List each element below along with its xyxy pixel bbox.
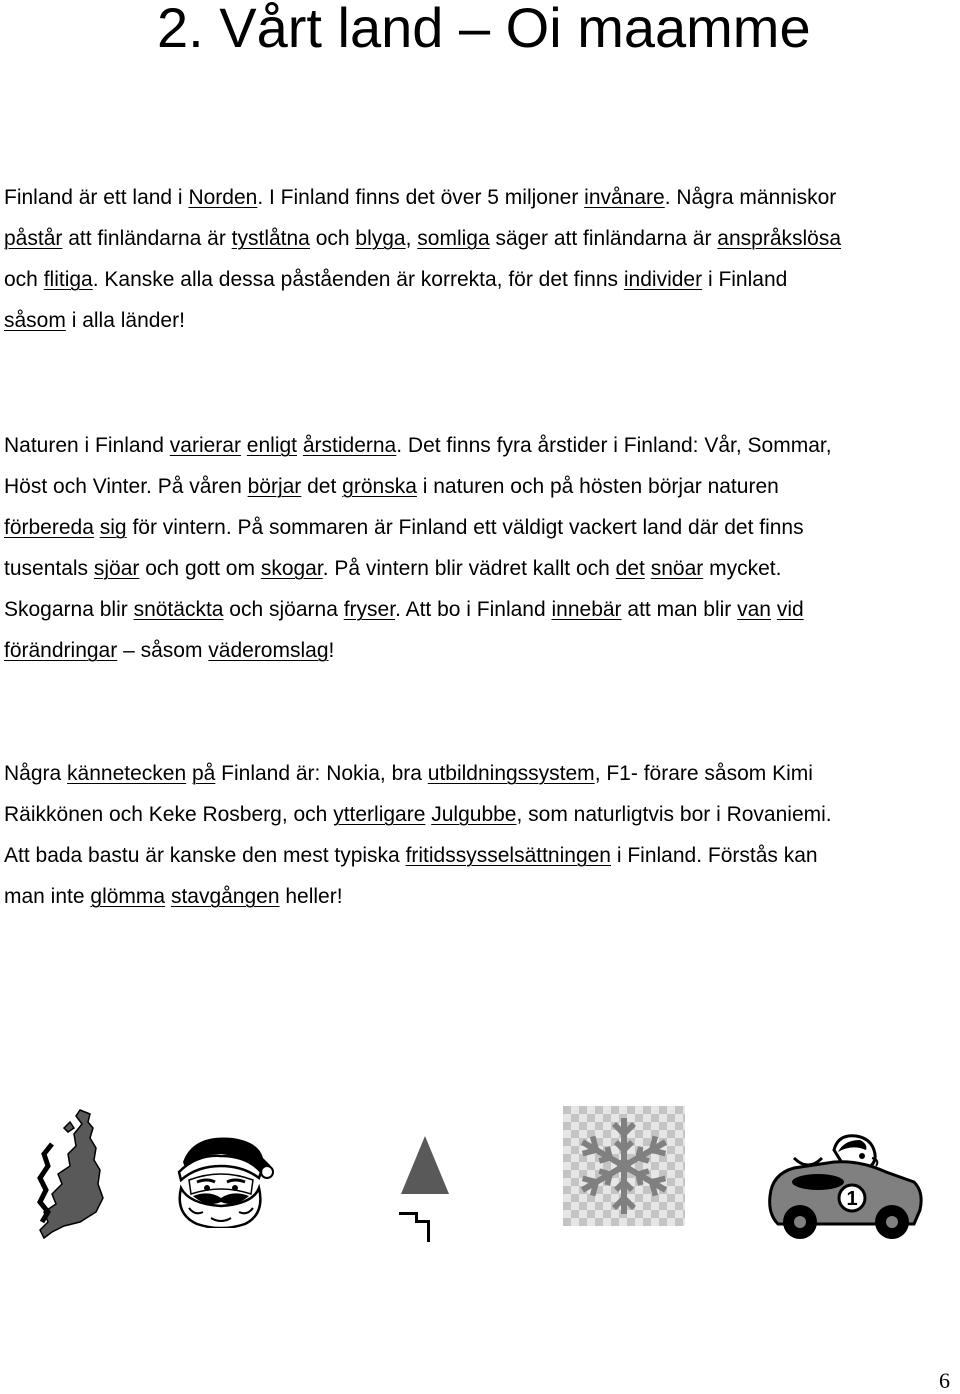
underlined-word: sig xyxy=(99,516,127,539)
underlined-word: fritidssysselsättningen xyxy=(405,844,611,867)
text-segment: man inte xyxy=(4,885,91,908)
underlined-word: Norden xyxy=(188,186,258,209)
underlined-word: varierar xyxy=(169,434,241,457)
text-segment: Finland är: Nokia, bra xyxy=(215,762,428,785)
text-segment: och gott om xyxy=(139,557,261,580)
text-segment: i alla länder! xyxy=(65,309,185,332)
underlined-word: anspråkslösa xyxy=(717,227,842,250)
text-line xyxy=(4,425,956,466)
underlined-word: snötäckta xyxy=(133,598,224,621)
santa-claus-icon xyxy=(163,1132,275,1228)
text-segment: , F1- förare såsom Kimi xyxy=(594,762,813,785)
text-segment: tusentals xyxy=(4,557,94,580)
text-segment: ! xyxy=(328,639,335,662)
text-segment: att man blir xyxy=(621,598,738,621)
underlined-word: såsom xyxy=(4,309,66,332)
text-segment: . Det finns fyra årstider i Finland: Vår, Sommar, xyxy=(396,434,832,457)
paragraph-intro xyxy=(4,177,956,341)
text-segment: . Kanske alla dessa påståenden är korrekta, för det finns xyxy=(92,268,624,291)
underlined-word: sjöar xyxy=(93,557,140,580)
underlined-word: kännetecken xyxy=(67,762,187,785)
text-segment: . Några människor xyxy=(664,186,837,209)
text-segment: i Finland xyxy=(702,268,788,291)
text-segment: att finländarna är xyxy=(62,227,232,250)
text-line xyxy=(4,218,956,259)
snowflake-icon xyxy=(563,1106,685,1226)
underlined-word: stavgången xyxy=(170,885,280,908)
underlined-word: utbildningssystem xyxy=(427,762,595,785)
text-line xyxy=(4,548,956,589)
underlined-word: ytterligare xyxy=(333,803,426,826)
text-segment: , xyxy=(405,227,418,250)
text-segment: Några xyxy=(4,762,68,785)
underlined-word: individer xyxy=(623,268,703,291)
text-segment: i Finland. Förstås kan xyxy=(611,844,818,867)
text-segment: Att bada bastu är kanske den mest typiska xyxy=(4,844,406,867)
text-line xyxy=(4,630,956,671)
underlined-word: tystlåtna xyxy=(231,227,310,250)
text-segment: säger att finländarna är xyxy=(489,227,718,250)
underlined-word: innebär xyxy=(551,598,622,621)
text-segment: och xyxy=(309,227,356,250)
text-segment: – såsom xyxy=(117,639,209,662)
car-number: 1 xyxy=(846,1188,858,1210)
finland-map-icon xyxy=(30,1108,120,1240)
underlined-word: påstår xyxy=(4,227,63,250)
underlined-word: invånare xyxy=(584,186,665,209)
text-segment: för vintern. På sommaren är Finland ett väldigt vackert land där det finns xyxy=(126,516,804,539)
text-line xyxy=(4,300,956,341)
text-segment: Skogarna blir xyxy=(4,598,134,621)
underlined-word: grönska xyxy=(342,475,417,498)
text-segment: och sjöarna xyxy=(223,598,344,621)
illustration-row xyxy=(0,1100,960,1250)
underlined-word: det xyxy=(615,557,645,580)
text-line xyxy=(4,794,956,835)
underlined-word: vid xyxy=(776,598,804,621)
text-segment: och xyxy=(4,268,44,291)
paragraph-characteristics xyxy=(4,753,956,917)
underlined-word: somliga xyxy=(417,227,490,250)
underlined-word: börjar xyxy=(247,475,302,498)
text-segment: heller! xyxy=(279,885,343,908)
underlined-word: van xyxy=(737,598,771,621)
underlined-word: på xyxy=(191,762,216,785)
underlined-word: Julgubbe xyxy=(431,803,517,826)
underlined-word: blyga xyxy=(355,227,406,250)
underlined-word: flitiga xyxy=(43,268,93,291)
underlined-word: väderomslag xyxy=(208,639,329,662)
text-line xyxy=(4,466,956,507)
text-segment: Räikkönen och Keke Rosberg, och xyxy=(4,803,334,826)
text-line xyxy=(4,259,956,300)
text-line xyxy=(4,876,956,917)
underlined-word: årstiderna xyxy=(302,434,397,457)
text-segment: . I Finland finns det över 5 miljoner xyxy=(257,186,585,209)
text-line xyxy=(4,835,956,876)
race-car-icon xyxy=(764,1132,928,1242)
page-title: 2. Vårt land – Oi maamme xyxy=(157,0,811,59)
underlined-word: förbereda xyxy=(4,516,94,539)
paragraph-nature xyxy=(4,425,956,671)
underlined-word: skogar xyxy=(260,557,323,580)
text-segment: Naturen i Finland xyxy=(4,434,170,457)
text-segment: Finland är ett land i xyxy=(4,186,189,209)
text-line xyxy=(4,753,956,794)
text-line xyxy=(4,507,956,548)
underlined-word: glömma xyxy=(90,885,166,908)
underlined-word: förändringar xyxy=(4,639,118,662)
text-segment: . Att bo i Finland xyxy=(395,598,552,621)
text-segment: Höst och Vinter. På våren xyxy=(4,475,248,498)
text-line xyxy=(4,589,956,630)
underlined-word: enligt xyxy=(246,434,297,457)
text-segment: det xyxy=(301,475,343,498)
text-line xyxy=(4,177,956,218)
underlined-word: fryser xyxy=(343,598,396,621)
text-segment: . På vintern blir vädret kallt och xyxy=(322,557,616,580)
underlined-word: snöar xyxy=(650,557,704,580)
snowy-tree-icon xyxy=(393,1132,457,1244)
text-segment: , som naturligtvis bor i Rovaniemi. xyxy=(516,803,832,826)
page-number: 6 xyxy=(939,1368,950,1393)
text-segment: mycket. xyxy=(703,557,782,580)
text-segment: i naturen och på hösten börjar naturen xyxy=(416,475,779,498)
